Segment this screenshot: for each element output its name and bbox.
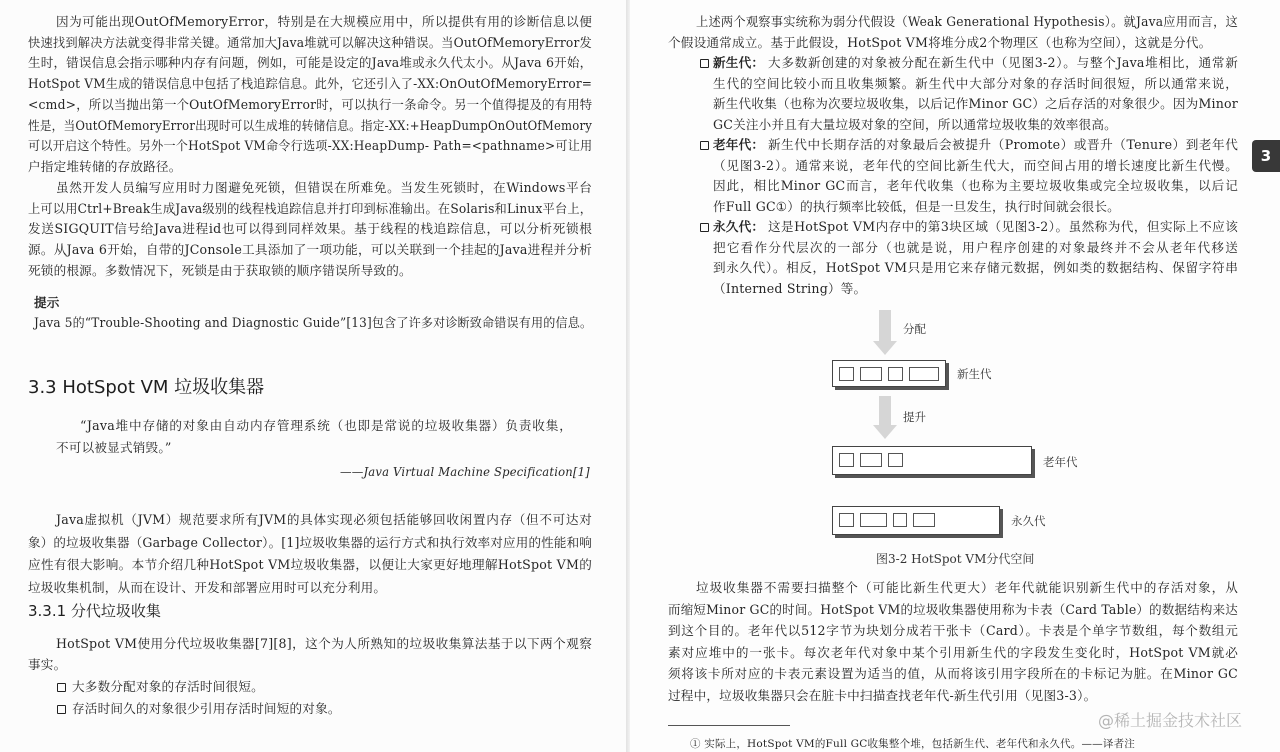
- object-cell: [913, 513, 935, 527]
- text-line: 性是，当OutOfMemoryError出现时可以生成堆的转储信息。指定-XX:+HeapDumpOnOutOfMemory: [28, 117, 593, 133]
- bullet-line: 新生代收集（也称为次要垃圾收集，以后记作Minor GC）之后存活的对象很少。因为Minor: [713, 96, 1239, 111]
- bullet-line: 到永久代）。相反，HotSpot VM只是用它来存储元数据，例如类的数据结构、保留字符串: [713, 260, 1238, 275]
- young-generation-box: [832, 360, 946, 387]
- checkbox-bullet-icon: [700, 141, 709, 150]
- watermark: @稀土掘金技术社区: [1098, 711, 1243, 730]
- old-generation-label: 老年代: [1043, 455, 1078, 469]
- promote-arrow-icon: [879, 396, 891, 426]
- footnote: ① 实际上，HotSpot VM的Full GC收集整个堆，包括新生代、老年代和永久代。——译者注: [690, 738, 1135, 750]
- promote-arrowhead-icon: [873, 425, 897, 439]
- bullet-term: 新生代：: [713, 55, 765, 70]
- tip-title: 提示: [34, 295, 60, 310]
- text-line: 上可以用Ctrl+Break生成Java级别的线程栈追踪信息并打印到标准输出。在Solaris和Linux平台上，: [28, 200, 593, 216]
- object-cell: [888, 453, 903, 467]
- object-cell: [893, 513, 907, 527]
- bullet-item: 存活时间久的对象很少引用存活时间短的对象。: [72, 701, 341, 716]
- bullet-line: GC关注小并且有大量垃圾对象的空间，所以通常垃圾收集的效率很高。: [713, 116, 1117, 132]
- text-line: 死锁的根源。多数情况下，死锁是由于获取锁的顺序错误所导致的。: [28, 262, 412, 278]
- quote-attribution: ——Java Virtual Machine Specification[1]: [340, 464, 590, 479]
- tip-text: Java 5的“Trouble-Shooting and Diagnostic Guide”[13]包含了许多对诊断致命错误有用的信息。: [34, 315, 593, 330]
- bullet-line: 生代的空间比较小而且收集频繁。新生代中大部分对象的存活时间很短，所以通常来说，: [713, 75, 1238, 91]
- object-cell: [860, 367, 882, 381]
- object-cell: [839, 453, 854, 467]
- text-line: 事实。: [28, 657, 67, 672]
- object-cell: [860, 513, 887, 527]
- checkbox-bullet-icon: [700, 223, 709, 232]
- object-cell: [839, 513, 854, 527]
- text-line: 源。从Java 6开始，自带的JConsole工具添加了一项功能，可以关联到一个挂起的Java进程并分析: [28, 242, 592, 258]
- allocate-arrow-icon: [879, 310, 891, 342]
- object-cell: [860, 453, 882, 467]
- text-line: 个假设通常成立。基于此假设，HotSpot VM将堆分成2个物理区（也称为空间），这就是分代。: [668, 34, 1212, 50]
- text-line: 垃圾收集器不需要扫描整个（可能比新生代更大）老年代就能识别新生代中的存活对象，从: [696, 580, 1238, 595]
- text-line: 垃圾收集机制，从而在设计、开发和部署应用时可以充分利用。: [28, 579, 387, 595]
- subsection-heading: 3.3.1 分代垃圾收集: [28, 602, 161, 620]
- text-line: 因为可能出现OutOfMemoryError，特别是在大规模应用中，所以提供有用的诊断信息以便: [56, 14, 592, 29]
- allocate-label: 分配: [903, 322, 926, 336]
- text-line: HotSpot VM使用分代垃圾收集器[7][8]，这个为人所熟知的垃圾收集算法基于以下两个观察: [56, 636, 592, 651]
- bullet-term: 老年代：: [713, 137, 765, 152]
- object-cell: [888, 367, 903, 381]
- young-generation-label: 新生代: [957, 367, 992, 381]
- text-line: 须将该卡所对应的卡表元素设置为适当的值，从而将该引用字段所在的卡标记为脏。在Minor GC: [668, 666, 1238, 681]
- text-line: 应性有很大影响。本节介绍几种HotSpot VM垃圾收集器，以便让大家更好地理解HotSpot VM的: [28, 557, 592, 572]
- object-cell: [909, 367, 939, 381]
- bullet-line: 大多数新创建的对象被分配在新生代中（见图3-2）。与整个Java堆相比，通常新: [768, 55, 1238, 70]
- bullet-line: 把它看作分代层次的一部分（也就是说，用户程序创建的对象最终并不会从老年代移送: [713, 239, 1238, 255]
- text-line: 可以开启这个特性。另外一个HotSpot VM命令行选项-XX:HeapDump- Path=<pathname>可让用: [28, 138, 593, 154]
- text-line: 生时，错误信息会指示哪种内存有问题，例如，可能是设定的Java堆或永久代太小。从Java 6开始，: [28, 55, 593, 71]
- text-line: 素对应堆中的一张卡。每次老年代对象中某个引用新生代的字段发生变化时，HotSpot VM就必: [668, 644, 1238, 660]
- bullet-line: （Interned String）等。: [713, 280, 867, 296]
- text-line: 上述两个观察事实统称为弱分代假设（Weak Generational Hypothesis）。就Java应用而言，这: [696, 14, 1239, 29]
- bullet-term: 永久代：: [713, 219, 765, 234]
- bullet-line: 新生代中长期存活的对象最后会被提升（Promote）或晋升（Tenure）到老年代: [768, 137, 1238, 152]
- text-line: 而缩短Minor GC的时间。HotSpot VM的垃圾收集器使用称为卡表（Card Table）的数据结构来达: [668, 601, 1238, 617]
- permanent-generation-label: 永久代: [1011, 514, 1046, 528]
- text-line: <cmd>，所以当抛出第一个OutOfMemoryError时，可以执行一条命令。另一个值得提及的有用特: [28, 96, 593, 112]
- section-heading: 3.3 HotSpot VM 垃圾收集器: [28, 377, 265, 398]
- text-line: 不可以被显式销毁。”: [56, 440, 172, 455]
- text-line: 发送SIGQUIT信号给Java进程id也可以得到同样效果。基于线程的栈追踪信息，可以分析死锁根: [28, 221, 592, 237]
- object-cell: [839, 367, 854, 381]
- text-line: 到这个目的。老年代以512字节为块划分成若干张卡（Card）。卡表是个单字节数组，每个数组元: [668, 623, 1238, 638]
- checkbox-bullet-icon: [700, 59, 709, 68]
- old-generation-box: [832, 446, 1032, 475]
- chapter-tab: 3: [1252, 140, 1280, 172]
- footnote-rule: [668, 725, 790, 726]
- checkbox-bullet-icon: [57, 683, 66, 692]
- text-line: 过程中，垃圾收集器只会在脏卡中扫描查找老年代-新生代引用（见图3-3）。: [668, 687, 1097, 703]
- bullet-line: 这是HotSpot VM内存中的第3块区域（见图3-2）。虽然称为代，但实际上不应该: [768, 219, 1238, 234]
- bullet-line: 作Full GC①）的执行频率比较低，但是一旦发生，执行时间就会很长。: [713, 198, 1120, 214]
- figure-caption: 图3-2 HotSpot VM分代空间: [876, 552, 1035, 566]
- text-line: “Java堆中存储的对象由自动内存管理系统（也即是常说的垃圾收集器）负责收集，: [80, 418, 572, 433]
- bullet-item: 大多数分配对象的存活时间很短。: [72, 679, 264, 694]
- allocate-arrowhead-icon: [873, 341, 897, 355]
- text-line: HotSpot VM生成的错误信息中包括了栈追踪信息。此外，它还引入了-XX:OnOutOfMemoryError=: [28, 76, 593, 92]
- promote-label: 提升: [903, 410, 926, 424]
- bullet-line: （见图3-2）。通常来说，老年代的空间比新生代大，而空间占用的增长速度比新生代慢。: [713, 157, 1238, 173]
- checkbox-bullet-icon: [57, 705, 66, 714]
- bullet-line: 因此，相比Minor GC而言，老年代收集（也称为主要垃圾收集或完全垃圾收集，以后记: [713, 178, 1238, 193]
- text-line: 象）的垃圾收集器（Garbage Collector）。[1]垃圾收集器的运行方式和执行效率对应用的性能和响: [28, 534, 593, 550]
- text-line: 虽然开发人员编写应用时力图避免死锁，但错误在所难免。当发生死锁时，在Windows平台: [56, 180, 592, 195]
- text-line: Java虚拟机（JVM）规范要求所有JVM的具体实现必须包括能够回收闲置内存（但不可达对: [56, 512, 592, 527]
- text-line: 户指定堆转储的存放路径。: [28, 158, 182, 174]
- text-line: 快速找到解决方法就变得非常关键。通常加大Java堆就可以解决这种错误。当OutOfMemoryError发: [28, 34, 592, 50]
- permanent-generation-box: [832, 506, 1000, 535]
